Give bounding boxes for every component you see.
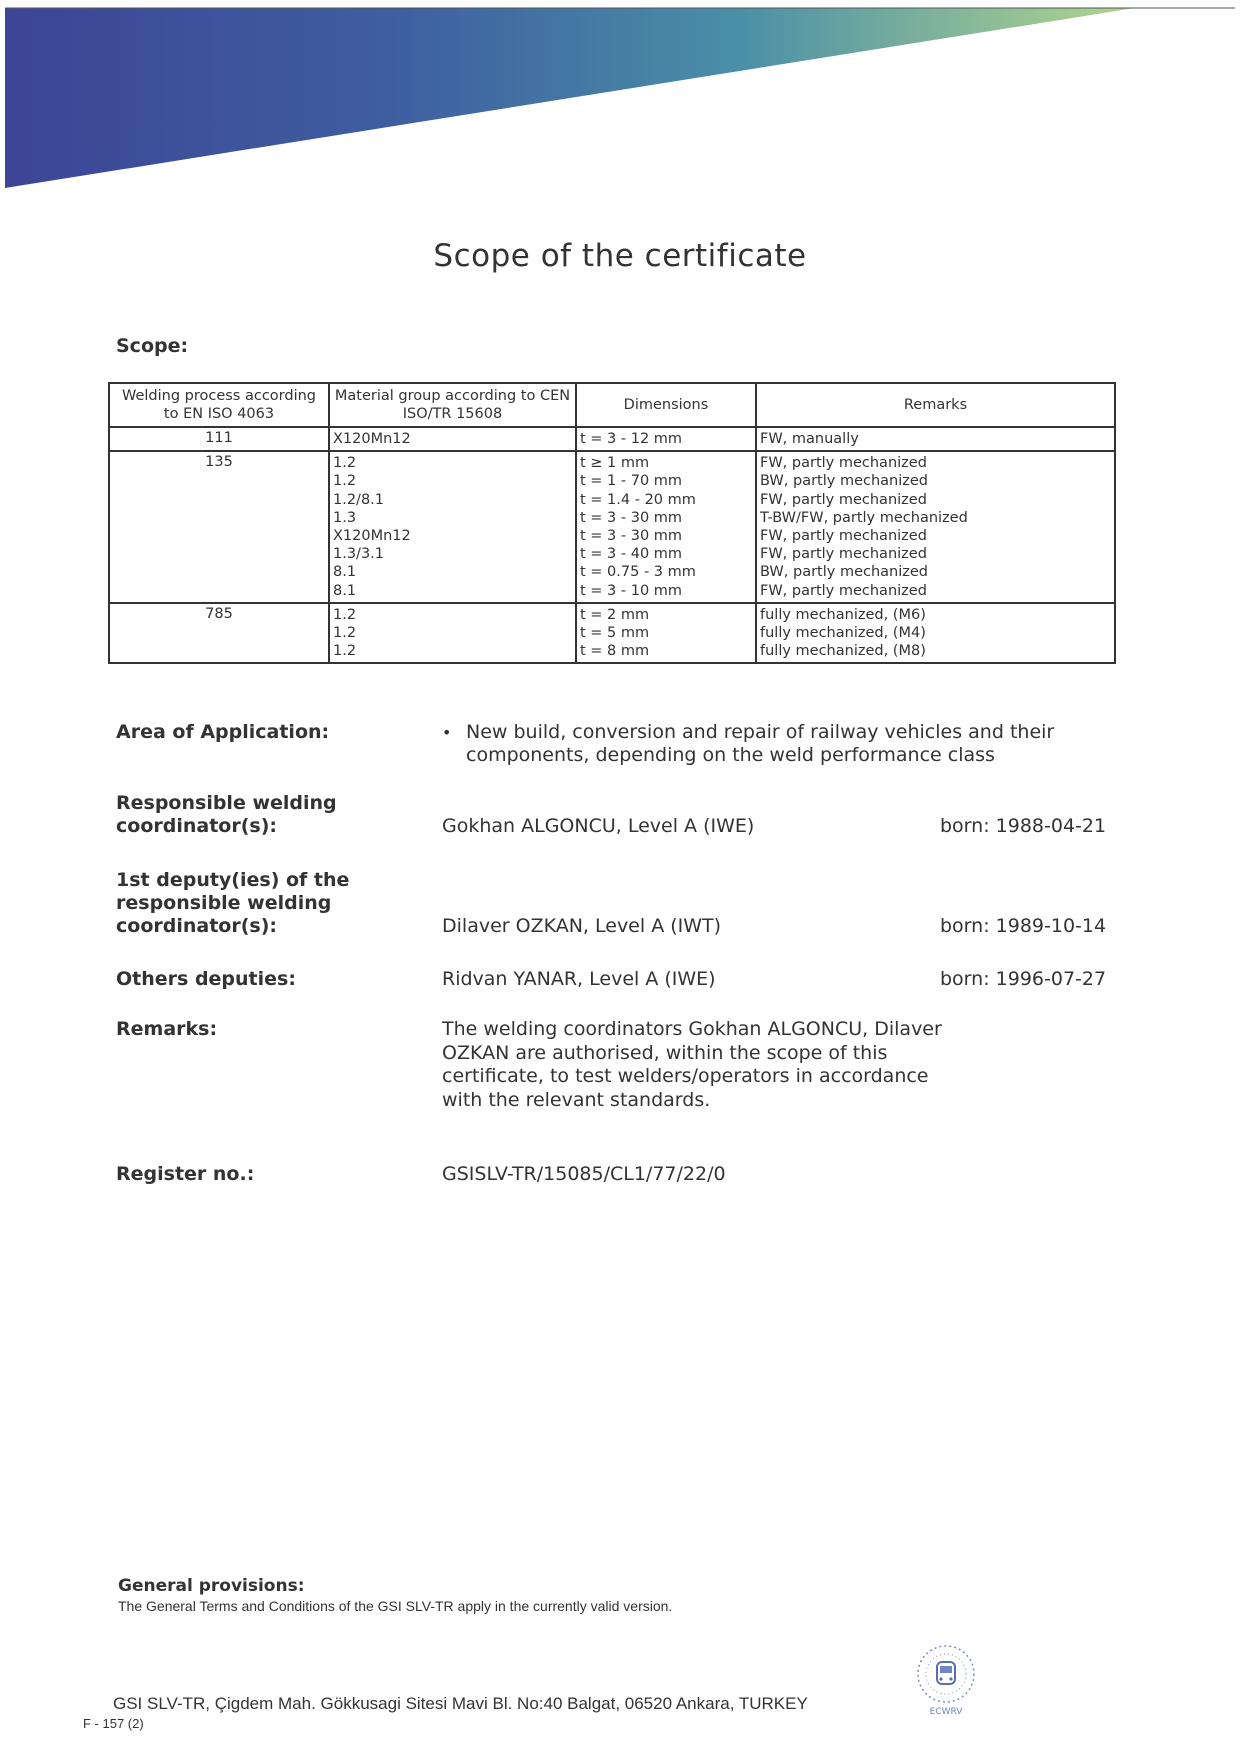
- cell-line: t = 3 - 12 mm: [580, 431, 683, 447]
- form-number: F - 157 (2): [83, 1716, 144, 1731]
- cell-remarks: [756, 603, 1115, 664]
- responsible-label-line: Responsible welding: [116, 792, 337, 814]
- application-list: [442, 721, 1082, 767]
- cell-line: 8.1: [333, 564, 357, 581]
- cell-line: FW, manually: [760, 431, 859, 447]
- cell-line: t = 1 - 70 mm: [580, 473, 683, 490]
- application-label: Area of Application:: [116, 721, 330, 743]
- cell-line: 1.2: [333, 606, 357, 623]
- footer-address: GSI SLV-TR, Çigdem Mah. Gökkusagi Sitesi Mavi Bl. No:40 Balgat, 06520 Ankara, TURKEY: [113, 1694, 808, 1713]
- cell-line: FW, partly mechanized: [760, 546, 927, 563]
- table-row: [109, 603, 1115, 664]
- cell-line: t ≥ 1 mm: [580, 455, 650, 472]
- cell-line: t = 3 - 10 mm: [580, 582, 683, 599]
- responsible-label: [116, 792, 337, 838]
- scope-table: [108, 382, 1116, 664]
- first-deputy-label-line: 1st deputy(ies) of the: [116, 869, 350, 891]
- ecwrv-seal-icon: [905, 1638, 987, 1720]
- header-welding-process: Welding process according to EN ISO 4063: [109, 383, 329, 427]
- cell-line: 8.1: [333, 582, 357, 599]
- header-banner: [0, 0, 1240, 195]
- cell-line: 1.3/3.1: [333, 546, 385, 563]
- table-header-row: [109, 383, 1115, 427]
- cell-line: 1.2/8.1: [333, 491, 385, 508]
- cell-line: FW, partly mechanized: [760, 528, 927, 545]
- cell-materials: [329, 603, 576, 664]
- seal-text: ECWRV: [929, 1707, 963, 1717]
- cell-line: t = 1.4 - 20 mm: [580, 491, 696, 508]
- cell-materials: [329, 427, 576, 451]
- cell-line: BW, partly mechanized: [760, 473, 928, 490]
- cell-line: t = 0.75 - 3 mm: [580, 564, 696, 581]
- cell-line: 1.2: [333, 473, 357, 490]
- scope-label: Scope:: [116, 335, 189, 357]
- cell-line: t = 8 mm: [580, 643, 650, 660]
- responsible-label-line: coordinator(s):: [116, 815, 277, 837]
- header-remarks: Remarks: [756, 383, 1115, 427]
- header-dimensions: Dimensions: [576, 383, 756, 427]
- cell-line: 1.2: [333, 625, 357, 642]
- other-deputies-name: Ridvan YANAR, Level A (IWE): [442, 968, 716, 990]
- general-provisions-title: General provisions:: [118, 1576, 305, 1596]
- table-row: [109, 427, 1115, 451]
- application-item: • New build, conversion and repair of railway vehicles and their components, depending on the weld performance class: [442, 721, 1082, 767]
- general-provisions-text: The General Terms and Conditions of the GSI SLV-TR apply in the currently valid version.: [118, 1598, 673, 1614]
- page-title: Scope of the certificate: [433, 238, 807, 274]
- remarks-text: The welding coordinators Gokhan ALGONCU, Dilaver OZKAN are authorised, within the scope of this certificate, to test welders/operators in accordance with the relevant standards.: [442, 1018, 942, 1111]
- header-material-group: Material group according to CEN ISO/TR 15608: [329, 383, 576, 427]
- cell-line: 1.2: [333, 455, 357, 472]
- cell-line: t = 3 - 30 mm: [580, 509, 683, 526]
- cell-dimensions: [576, 451, 756, 603]
- cell-remarks: [756, 427, 1115, 451]
- cell-materials: [329, 451, 576, 603]
- responsible-name: Gokhan ALGONCU, Level A (IWE): [442, 815, 755, 837]
- first-deputy-label: [116, 869, 349, 938]
- cell-remarks: [756, 451, 1115, 603]
- cell-line: t = 2 mm: [580, 606, 650, 623]
- cell-dimensions: [576, 427, 756, 451]
- first-deputy-name: Dilaver OZKAN, Level A (IWT): [442, 915, 722, 937]
- cell-dimensions: [576, 603, 756, 664]
- cell-line: fully mechanized, (M4): [760, 625, 926, 642]
- other-deputies-born: born: 1996-07-27: [940, 968, 1107, 990]
- first-deputy-born: born: 1989-10-14: [940, 915, 1107, 937]
- responsible-born: born: 1988-04-21: [940, 815, 1107, 837]
- cell-line: BW, partly mechanized: [760, 564, 928, 581]
- cell-line: fully mechanized, (M8): [760, 643, 926, 660]
- cell-line: FW, partly mechanized: [760, 491, 927, 508]
- cell-line: X120Mn12: [333, 528, 411, 545]
- cell-process: 135: [109, 451, 329, 603]
- other-deputies-label: Others deputies:: [116, 968, 296, 990]
- cell-line: FW, partly mechanized: [760, 455, 927, 472]
- cell-line: X120Mn12: [333, 431, 411, 447]
- remarks-label: Remarks:: [116, 1018, 218, 1040]
- cell-process: 111: [109, 427, 329, 451]
- cell-line: FW, partly mechanized: [760, 582, 927, 599]
- table-row: [109, 451, 1115, 603]
- cell-line: fully mechanized, (M6): [760, 606, 926, 623]
- cell-line: t = 5 mm: [580, 625, 650, 642]
- first-deputy-label-line: responsible welding: [116, 892, 332, 914]
- cell-line: 1.3: [333, 509, 357, 526]
- cell-line: t = 3 - 40 mm: [580, 546, 683, 563]
- cell-line: 1.2: [333, 643, 357, 660]
- table-body: [109, 427, 1115, 663]
- register-label: Register no.:: [116, 1163, 255, 1185]
- first-deputy-label-line: coordinator(s):: [116, 915, 277, 937]
- cell-process: 785: [109, 603, 329, 664]
- cell-line: t = 3 - 30 mm: [580, 528, 683, 545]
- register-number: GSISLV-TR/15085/CL1/77/22/0: [442, 1163, 726, 1185]
- cell-line: T-BW/FW, partly mechanized: [760, 509, 968, 526]
